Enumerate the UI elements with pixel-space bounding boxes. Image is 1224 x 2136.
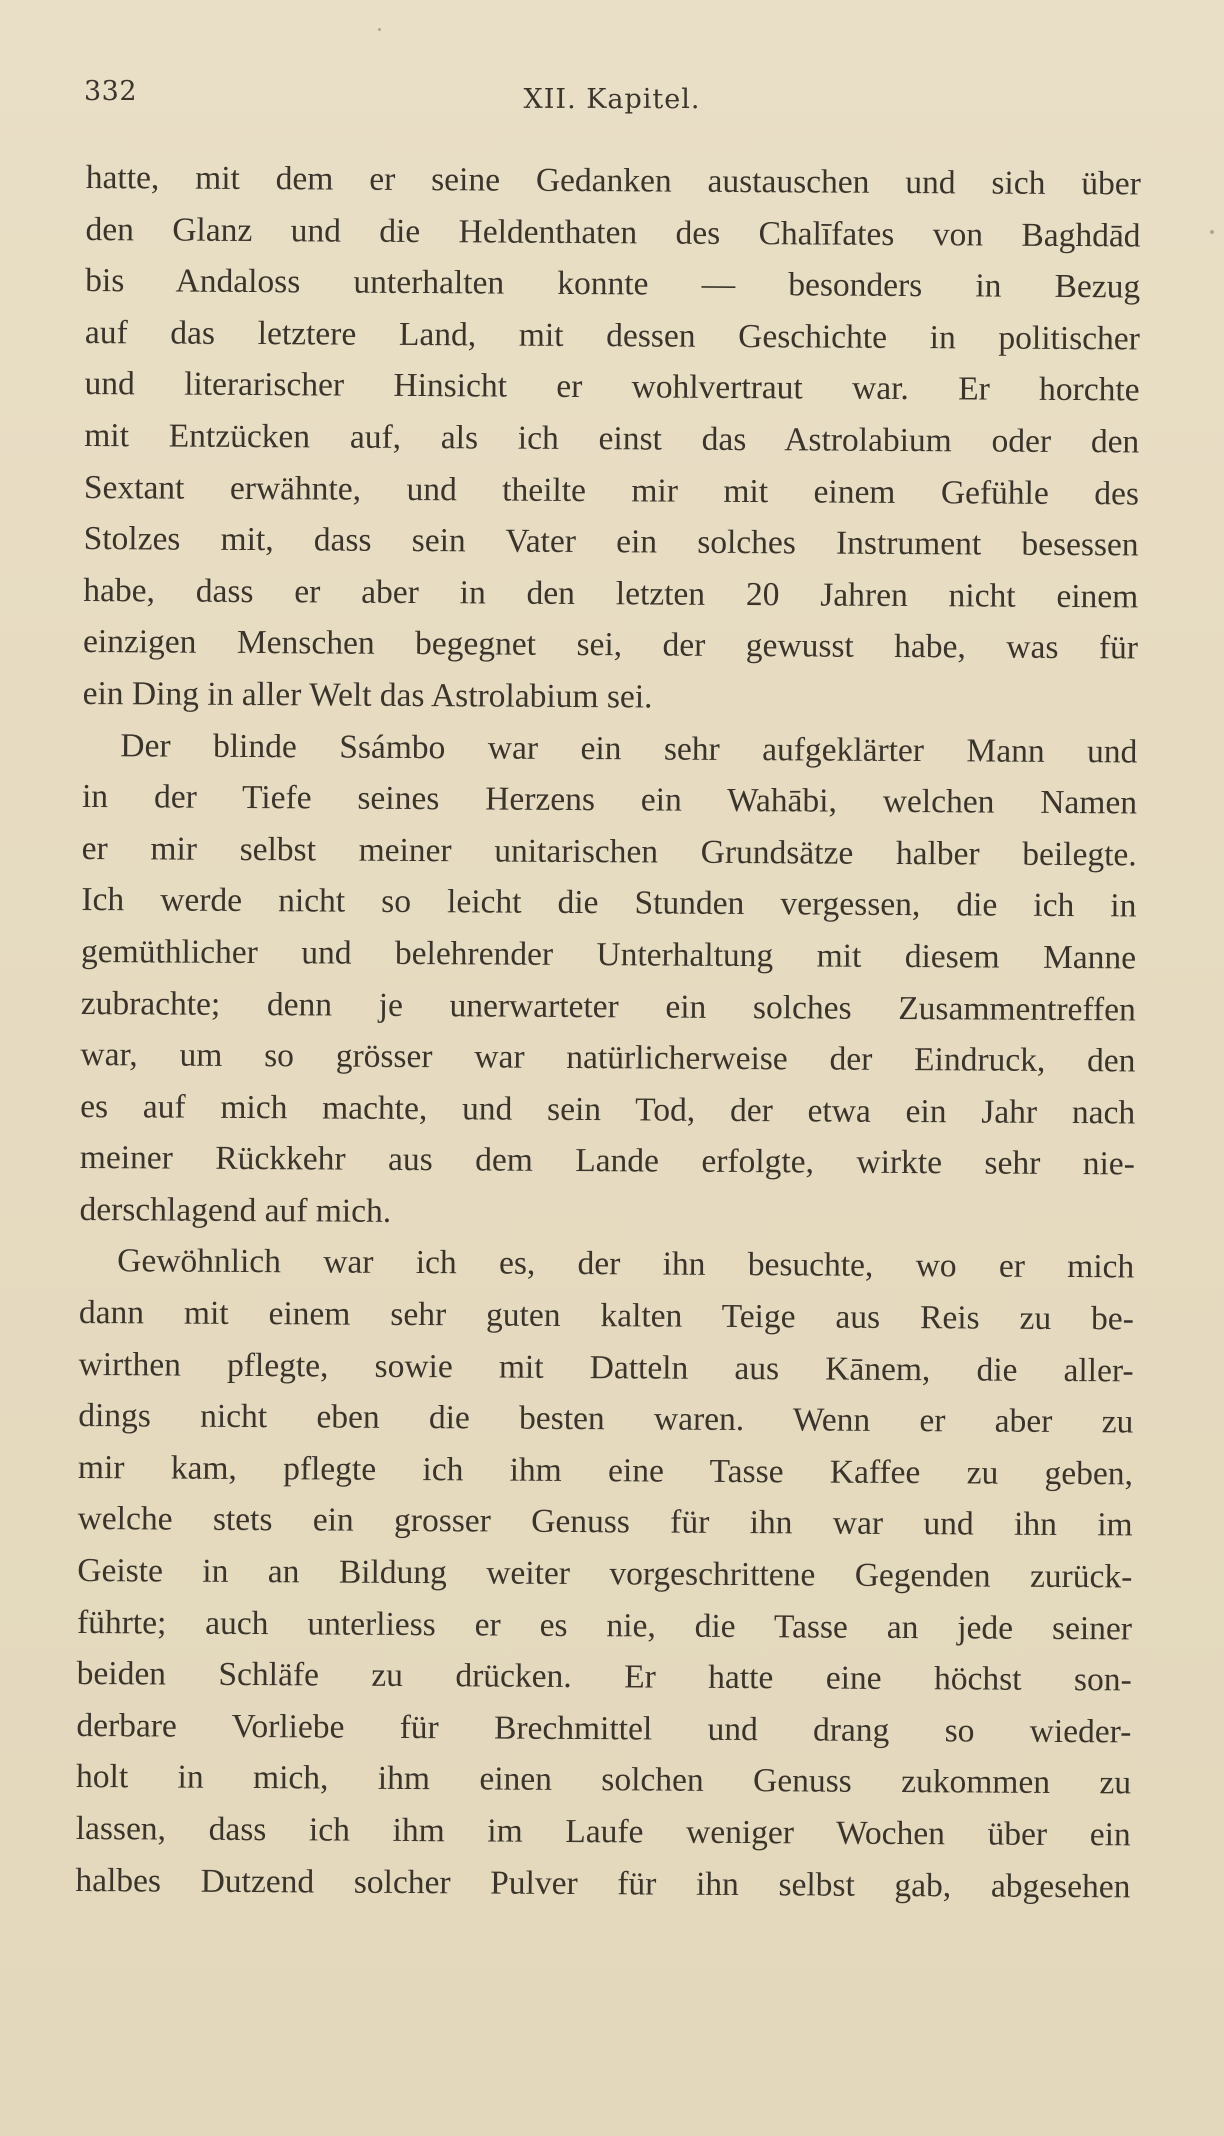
text-line: habe, dass er aber in den letzten 20 Jahren nicht einem (83, 571, 1139, 616)
text-line: Der blinde Ssámbo war ein sehr aufgeklärter Mann und (120, 726, 1138, 770)
text-line: meiner Rückkehr aus dem Lande erfolgte, wirkte sehr nie- (79, 1139, 1135, 1183)
text-line: den Glanz und die Heldenthaten des Chalīfates von Baghdād (85, 210, 1141, 255)
text-line: hatte, mit dem er seine Gedanken austauschen und sich über (85, 158, 1141, 203)
body-text (75, 152, 1141, 1913)
text-line: dann mit einem sehr guten kalten Teige aus Reis zu be- (78, 1294, 1135, 1338)
text-line: halbes Dutzend solcher Pulver für ihn selbst gab, abgesehen (75, 1861, 1131, 1906)
text-line: Geiste in an Bildung weiter vorgeschrittene Gegenden zurück- (77, 1552, 1133, 1596)
text-line: beiden Schläfe zu drücken. Er hatte eine höchst son- (76, 1655, 1132, 1699)
text-line: wirthen pflegte, sowie mit Datteln aus Kānem, die aller- (78, 1345, 1134, 1390)
text-line: Gewöhnlich war ich es, der ihn besuchte, wo er mich (117, 1242, 1135, 1286)
text-line: war, um so grösser war natürlicherweise der Eindruck, den (80, 1036, 1136, 1080)
text-line: und literarischer Hinsicht er wohlvertraut war. Er horchte (84, 365, 1140, 409)
paper-speck (1210, 230, 1214, 234)
text-line: Stolzes mit, dass sein Vater ein solches Instrument besessen (83, 520, 1139, 564)
page-number: 332 (84, 76, 138, 107)
text-line: er mir selbst meiner unitarischen Grundsätze halber beilegte. (81, 829, 1137, 874)
text-line: holt in mich, ihm einen solchen Genuss zukommen zu (75, 1758, 1132, 1802)
text-line: auf das letztere Land, mit dessen Geschichte in politischer (84, 313, 1140, 358)
text-line: gemüthlicher und belehrender Unterhaltung mit diesem Manne (81, 932, 1137, 977)
text-line: in der Tiefe seines Herzens ein Wahābi, welchen Namen (81, 778, 1138, 822)
text-line: Sextant erwähnte, und theilte mir mit einem Gefühle des (83, 468, 1140, 513)
text-line: derschlagend auf mich. (79, 1190, 392, 1230)
text-line: welche stets ein grosser Genuss für ihn war und ihn im (77, 1500, 1133, 1544)
text-line: mir kam, pflegte ich ihm eine Tasse Kaffee zu geben, (77, 1448, 1134, 1493)
text-line: ein Ding in aller Welt das Astrolabium sei. (82, 674, 653, 716)
text-line: dings nicht eben die besten waren. Wenn er aber zu (78, 1397, 1134, 1441)
paper-speck (378, 28, 381, 31)
text-line: lassen, dass ich ihm im Laufe weniger Wochen über ein (75, 1809, 1131, 1854)
text-line: zubrachte; denn je unerwarteter ein solches Zusammentreffen (80, 984, 1136, 1028)
text-line: führte; auch unterliess er es nie, die Tasse an jede seiner (76, 1603, 1133, 1648)
text-line: bis Andaloss unterhalten konnte — besonders in Bezug (85, 262, 1141, 306)
running-head: XII. Kapitel. (523, 84, 701, 115)
text-line: es auf mich machte, und sein Tod, der etwa ein Jahr nach (80, 1087, 1136, 1132)
text-line: derbare Vorliebe für Brechmittel und drang so wieder- (76, 1706, 1132, 1751)
text-line: mit Entzücken auf, als ich einst das Astrolabium oder den (84, 416, 1140, 461)
text-line: einzigen Menschen begegnet sei, der gewusst habe, was für (82, 623, 1139, 667)
text-line: Ich werde nicht so leicht die Stunden vergessen, die ich in (81, 881, 1137, 925)
